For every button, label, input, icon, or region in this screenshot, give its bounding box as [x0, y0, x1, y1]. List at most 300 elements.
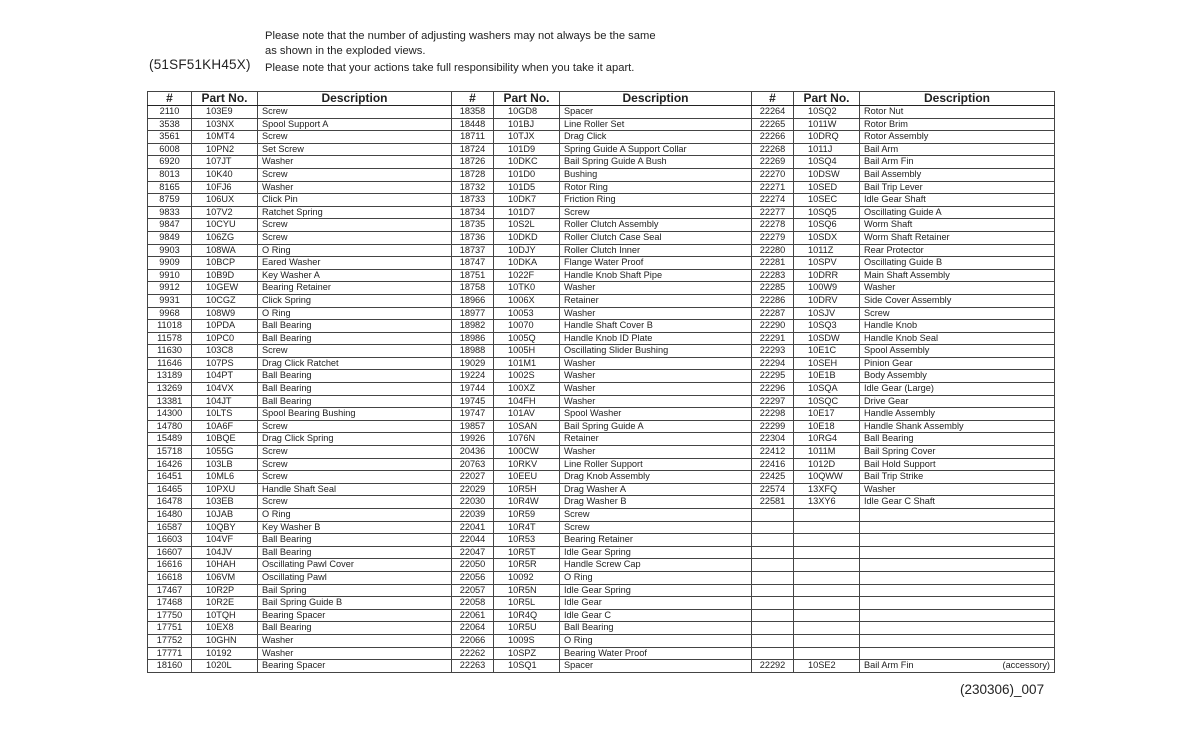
description-cell-2: Friction Ring — [560, 194, 752, 207]
number-cell-3: 22581 — [752, 496, 794, 509]
part-no-cell-3: 10SQ6 — [794, 219, 860, 232]
description-cell-1: Ball Bearing — [258, 534, 452, 547]
description-cell-2: Oscillating Slider Bushing — [560, 345, 752, 358]
description-cell-1: O Ring — [258, 307, 452, 320]
part-no-cell-1: 108WA — [192, 244, 258, 257]
number-cell-2: 22047 — [452, 546, 494, 559]
number-cell-1: 9912 — [148, 282, 192, 295]
description-cell-2: Handle Shaft Cover B — [560, 320, 752, 333]
description-cell-2: Screw — [560, 206, 752, 219]
table-row — [148, 143, 1055, 156]
part-no-cell-2: 10070 — [494, 320, 560, 333]
table-row — [148, 571, 1055, 584]
number-cell-2: 22029 — [452, 483, 494, 496]
part-no-cell-2: 101D0 — [494, 168, 560, 181]
description-cell-3: Main Shaft Assembly — [860, 269, 1055, 282]
number-cell-3: 22304 — [752, 433, 794, 446]
description-cell-3 — [860, 597, 1055, 610]
description-cell-text: Bail Arm Fin — [864, 660, 914, 671]
part-no-cell-1: 10PC0 — [192, 332, 258, 345]
number-cell-1: 2110 — [148, 106, 192, 119]
description-cell-1: Screw — [258, 231, 452, 244]
description-cell-3: Oscillating Guide A — [860, 206, 1055, 219]
part-no-cell-2: 1009S — [494, 634, 560, 647]
number-cell-3 — [752, 534, 794, 547]
table-row — [148, 383, 1055, 396]
description-cell-3: Idle Gear (Large) — [860, 383, 1055, 396]
part-no-cell-1: 106UX — [192, 194, 258, 207]
number-cell-1: 9910 — [148, 269, 192, 282]
number-cell-3: 22285 — [752, 282, 794, 295]
number-cell-1: 16478 — [148, 496, 192, 509]
part-no-cell-3 — [794, 622, 860, 635]
number-cell-2: 19747 — [452, 408, 494, 421]
part-no-cell-1: 10BCP — [192, 257, 258, 270]
table-row — [148, 420, 1055, 433]
parts-table-body — [148, 106, 1055, 673]
part-no-cell-2: 1076N — [494, 433, 560, 446]
description-cell-3 — [860, 634, 1055, 647]
part-no-cell-3 — [794, 534, 860, 547]
table-header-row — [148, 92, 1055, 106]
number-cell-2: 22263 — [452, 660, 494, 673]
description-cell-3: Pinion Gear — [860, 357, 1055, 370]
description-cell-3: Bail Hold Support — [860, 458, 1055, 471]
number-cell-2: 19744 — [452, 383, 494, 396]
description-cell-3: Idle Gear Shaft — [860, 194, 1055, 207]
description-cell-1: O Ring — [258, 509, 452, 522]
description-cell-2: Idle Gear — [560, 597, 752, 610]
description-cell-3: Handle Knob — [860, 320, 1055, 333]
part-no-cell-2: 101AV — [494, 408, 560, 421]
description-cell-1: Screw — [258, 131, 452, 144]
description-cell-1: Key Washer B — [258, 521, 452, 534]
part-no-cell-1: 103EB — [192, 496, 258, 509]
description-cell-2: Washer — [560, 383, 752, 396]
description-cell-3: Body Assembly — [860, 370, 1055, 383]
number-cell-1: 17467 — [148, 584, 192, 597]
part-no-cell-2: 1005H — [494, 345, 560, 358]
number-cell-3: 22292 — [752, 660, 794, 673]
description-cell-1: Screw — [258, 219, 452, 232]
description-cell-3 — [860, 559, 1055, 572]
description-cell-2: Idle Gear Spring — [560, 584, 752, 597]
table-row — [148, 194, 1055, 207]
description-cell-2: Washer — [560, 282, 752, 295]
part-no-cell-3: 10SQ2 — [794, 106, 860, 119]
parts-list-table — [147, 91, 1055, 673]
part-no-cell-1: 103LB — [192, 458, 258, 471]
table-row — [148, 634, 1055, 647]
description-cell-3: Washer — [860, 282, 1055, 295]
description-cell-3: Bail Arm Fin — [860, 156, 1055, 169]
description-cell-2: O Ring — [560, 634, 752, 647]
description-cell-1: Eared Washer — [258, 257, 452, 270]
table-row — [148, 345, 1055, 358]
description-cell-2: Retainer — [560, 433, 752, 446]
table-row — [148, 118, 1055, 131]
part-no-cell-2: 10R4W — [494, 496, 560, 509]
table-row — [148, 446, 1055, 459]
part-no-cell-3: 10SPV — [794, 257, 860, 270]
number-cell-1: 14300 — [148, 408, 192, 421]
number-cell-3: 22286 — [752, 294, 794, 307]
part-no-cell-3: 13XY6 — [794, 496, 860, 509]
description-cell-2: Drag Knob Assembly — [560, 471, 752, 484]
number-cell-3: 22270 — [752, 168, 794, 181]
number-cell-3 — [752, 559, 794, 572]
part-no-cell-2: 10DJY — [494, 244, 560, 257]
number-cell-2: 22061 — [452, 609, 494, 622]
description-cell-3: Washer — [860, 483, 1055, 496]
number-cell-1: 9847 — [148, 219, 192, 232]
part-no-cell-2: 10R4T — [494, 521, 560, 534]
number-cell-3: 22294 — [752, 357, 794, 370]
number-cell-1: 18160 — [148, 660, 192, 673]
part-no-cell-2: 104FH — [494, 395, 560, 408]
number-cell-2: 19926 — [452, 433, 494, 446]
part-no-cell-3: 10SQ3 — [794, 320, 860, 333]
number-cell-3: 22574 — [752, 483, 794, 496]
number-cell-2: 18733 — [452, 194, 494, 207]
description-cell-1: Click Spring — [258, 294, 452, 307]
description-cell-1: Washer — [258, 156, 452, 169]
part-no-cell-1: 10MT4 — [192, 131, 258, 144]
number-cell-1: 9968 — [148, 307, 192, 320]
part-no-cell-2: 10DKD — [494, 231, 560, 244]
header-description-1: Description — [258, 92, 452, 106]
part-no-cell-2: 101D9 — [494, 143, 560, 156]
description-cell-1: Screw — [258, 446, 452, 459]
description-cell-3: Idle Gear C Shaft — [860, 496, 1055, 509]
part-no-cell-1: 10R2P — [192, 584, 258, 597]
number-cell-3: 22425 — [752, 471, 794, 484]
description-cell-1: Drag Click Ratchet — [258, 357, 452, 370]
part-no-cell-3: 10DSW — [794, 168, 860, 181]
description-cell-1: Ball Bearing — [258, 622, 452, 635]
part-no-cell-1: 10CGZ — [192, 294, 258, 307]
description-cell-1: Ratchet Spring — [258, 206, 452, 219]
number-cell-1: 9903 — [148, 244, 192, 257]
number-cell-2: 18726 — [452, 156, 494, 169]
number-cell-2: 22044 — [452, 534, 494, 547]
part-no-cell-2: 10S2L — [494, 219, 560, 232]
number-cell-1: 6920 — [148, 156, 192, 169]
part-no-cell-3: 10QWW — [794, 471, 860, 484]
description-cell-1: Ball Bearing — [258, 332, 452, 345]
description-cell-2: Washer — [560, 395, 752, 408]
table-row — [148, 660, 1055, 673]
number-cell-2: 22064 — [452, 622, 494, 635]
description-cell-2: Roller Clutch Inner — [560, 244, 752, 257]
part-no-cell-2: 1022F — [494, 269, 560, 282]
description-cell-3 — [860, 534, 1055, 547]
part-no-cell-1: 10A6F — [192, 420, 258, 433]
part-no-cell-2: 10RKV — [494, 458, 560, 471]
part-no-cell-3 — [794, 571, 860, 584]
part-no-cell-2: 10GD8 — [494, 106, 560, 119]
description-cell-1: Screw — [258, 345, 452, 358]
part-no-cell-2: 10R53 — [494, 534, 560, 547]
part-no-cell-1: 10FJ6 — [192, 181, 258, 194]
number-cell-3: 22296 — [752, 383, 794, 396]
number-cell-2: 18737 — [452, 244, 494, 257]
part-no-cell-2: 10R5N — [494, 584, 560, 597]
number-cell-1: 9833 — [148, 206, 192, 219]
part-no-cell-1: 10TQH — [192, 609, 258, 622]
part-no-cell-3: 10SE2 — [794, 660, 860, 673]
part-no-cell-1: 106ZG — [192, 231, 258, 244]
number-cell-3 — [752, 584, 794, 597]
number-cell-1: 16618 — [148, 571, 192, 584]
number-cell-3 — [752, 634, 794, 647]
part-no-cell-3: 1011W — [794, 118, 860, 131]
part-no-cell-3: 10SQC — [794, 395, 860, 408]
header-part-no-2: Part No. — [494, 92, 560, 106]
number-cell-1: 11018 — [148, 320, 192, 333]
part-no-cell-3: 10SED — [794, 181, 860, 194]
number-cell-3: 22283 — [752, 269, 794, 282]
number-cell-1: 3561 — [148, 131, 192, 144]
number-cell-1: 13189 — [148, 370, 192, 383]
description-cell-2: Spring Guide A Support Collar — [560, 143, 752, 156]
part-no-cell-2: 101M1 — [494, 357, 560, 370]
description-cell-1: Bearing Spacer — [258, 609, 452, 622]
number-cell-2: 18982 — [452, 320, 494, 333]
note-line-1: Please note that the number of adjusting washers may not always be the same — [265, 30, 656, 42]
part-no-cell-1: 104JT — [192, 395, 258, 408]
number-cell-1: 17468 — [148, 597, 192, 610]
number-cell-1: 16607 — [148, 546, 192, 559]
number-cell-1: 17752 — [148, 634, 192, 647]
number-cell-1: 16451 — [148, 471, 192, 484]
number-cell-3: 22416 — [752, 458, 794, 471]
number-cell-2: 22058 — [452, 597, 494, 610]
number-cell-3: 22298 — [752, 408, 794, 421]
part-no-cell-1: 10B9D — [192, 269, 258, 282]
part-no-cell-1: 104VF — [192, 534, 258, 547]
number-cell-1: 9849 — [148, 231, 192, 244]
description-cell-1: Spool Support A — [258, 118, 452, 131]
number-cell-1: 11578 — [148, 332, 192, 345]
description-cell-1: Key Washer A — [258, 269, 452, 282]
table-row — [148, 483, 1055, 496]
header-part-no-3: Part No. — [794, 92, 860, 106]
table-row — [148, 244, 1055, 257]
description-cell-3: Bail Trip Lever — [860, 181, 1055, 194]
part-no-cell-1: 104PT — [192, 370, 258, 383]
description-cell-2: Handle Screw Cap — [560, 559, 752, 572]
description-cell-3 — [860, 647, 1055, 660]
header-number-1: # — [148, 92, 192, 106]
number-cell-1: 17751 — [148, 622, 192, 635]
number-cell-1: 16465 — [148, 483, 192, 496]
description-cell-1: Oscillating Pawl Cover — [258, 559, 452, 572]
part-no-cell-1: 10ML6 — [192, 471, 258, 484]
description-cell-2: Washer — [560, 446, 752, 459]
description-cell-2: Idle Gear Spring — [560, 546, 752, 559]
part-no-cell-1: 10QBY — [192, 521, 258, 534]
number-cell-2: 22057 — [452, 584, 494, 597]
table-row — [148, 647, 1055, 660]
table-row — [148, 370, 1055, 383]
table-row — [148, 106, 1055, 119]
number-cell-3: 22268 — [752, 143, 794, 156]
number-cell-3: 22281 — [752, 257, 794, 270]
description-cell-3 — [860, 546, 1055, 559]
number-cell-2: 18988 — [452, 345, 494, 358]
table-row — [148, 609, 1055, 622]
description-cell-2: Washer — [560, 357, 752, 370]
description-cell-1: Drag Click Spring — [258, 433, 452, 446]
part-no-cell-2: 10EEU — [494, 471, 560, 484]
number-cell-2: 18732 — [452, 181, 494, 194]
description-cell-2: Retainer — [560, 294, 752, 307]
number-cell-2: 18986 — [452, 332, 494, 345]
table-row — [148, 269, 1055, 282]
description-cell-3: Oscillating Guide B — [860, 257, 1055, 270]
part-no-cell-3: 100W9 — [794, 282, 860, 295]
number-cell-2: 18747 — [452, 257, 494, 270]
description-cell-3: Drive Gear — [860, 395, 1055, 408]
part-no-cell-3: 10E17 — [794, 408, 860, 421]
number-cell-1: 13269 — [148, 383, 192, 396]
number-cell-3: 22279 — [752, 231, 794, 244]
description-cell-2: Idle Gear C — [560, 609, 752, 622]
number-cell-3: 22269 — [752, 156, 794, 169]
header-number-2: # — [452, 92, 494, 106]
number-cell-2: 19029 — [452, 357, 494, 370]
part-no-cell-1: 10LTS — [192, 408, 258, 421]
number-cell-3: 22271 — [752, 181, 794, 194]
description-cell-1: Click Pin — [258, 194, 452, 207]
number-cell-3: 22274 — [752, 194, 794, 207]
part-no-cell-3: 10E1C — [794, 345, 860, 358]
number-cell-2: 18711 — [452, 131, 494, 144]
table-row — [148, 471, 1055, 484]
number-cell-1: 14780 — [148, 420, 192, 433]
number-cell-2: 18736 — [452, 231, 494, 244]
part-no-cell-2: 10DK7 — [494, 194, 560, 207]
number-cell-2: 18728 — [452, 168, 494, 181]
number-cell-1: 16426 — [148, 458, 192, 471]
header-description-2: Description — [560, 92, 752, 106]
number-cell-1: 3538 — [148, 118, 192, 131]
part-no-cell-2: 1002S — [494, 370, 560, 383]
part-no-cell-2: 100XZ — [494, 383, 560, 396]
part-no-cell-3: 10E1B — [794, 370, 860, 383]
part-no-cell-1: 10JAB — [192, 509, 258, 522]
number-cell-2: 22030 — [452, 496, 494, 509]
part-no-cell-3: 1011J — [794, 143, 860, 156]
table-row — [148, 546, 1055, 559]
header-part-no-1: Part No. — [192, 92, 258, 106]
number-cell-2: 18735 — [452, 219, 494, 232]
part-no-cell-1: 10EX8 — [192, 622, 258, 635]
number-cell-1: 16480 — [148, 509, 192, 522]
number-cell-2: 19745 — [452, 395, 494, 408]
part-no-cell-3: 1012D — [794, 458, 860, 471]
description-cell-3: Bail Assembly — [860, 168, 1055, 181]
part-no-cell-1: 10K40 — [192, 168, 258, 181]
number-cell-2: 18751 — [452, 269, 494, 282]
part-no-cell-3 — [794, 559, 860, 572]
part-no-cell-2: 10TK0 — [494, 282, 560, 295]
description-cell-2: Drag Washer B — [560, 496, 752, 509]
description-cell-3: Rotor Assembly — [860, 131, 1055, 144]
number-cell-3: 22293 — [752, 345, 794, 358]
number-cell-1: 17771 — [148, 647, 192, 660]
description-cell-2: Screw — [560, 509, 752, 522]
description-cell-2: Washer — [560, 307, 752, 320]
part-no-cell-1: 10BQE — [192, 433, 258, 446]
description-cell-1: Screw — [258, 106, 452, 119]
description-cell-2: Screw — [560, 521, 752, 534]
part-no-cell-2: 101D5 — [494, 181, 560, 194]
number-cell-3: 22290 — [752, 320, 794, 333]
description-cell-1: Washer — [258, 634, 452, 647]
number-cell-2: 18724 — [452, 143, 494, 156]
table-row — [148, 559, 1055, 572]
part-no-cell-1: 10192 — [192, 647, 258, 660]
note-line-2: as shown in the exploded views. — [265, 44, 426, 57]
notes-block — [265, 29, 656, 76]
part-no-cell-1: 103E9 — [192, 106, 258, 119]
number-cell-2: 22027 — [452, 471, 494, 484]
table-row — [148, 294, 1055, 307]
number-cell-2: 18966 — [452, 294, 494, 307]
number-cell-2: 22039 — [452, 509, 494, 522]
part-no-cell-2: 1005Q — [494, 332, 560, 345]
number-cell-3 — [752, 609, 794, 622]
number-cell-2: 20436 — [452, 446, 494, 459]
number-cell-3: 22287 — [752, 307, 794, 320]
number-cell-3 — [752, 597, 794, 610]
description-cell-1: Set Screw — [258, 143, 452, 156]
table-row — [148, 509, 1055, 522]
table-row — [148, 496, 1055, 509]
number-cell-2: 22066 — [452, 634, 494, 647]
table-row — [148, 320, 1055, 333]
table-row — [148, 458, 1055, 471]
table-row — [148, 521, 1055, 534]
number-cell-1: 9931 — [148, 294, 192, 307]
number-cell-1: 15718 — [148, 446, 192, 459]
description-cell-2: Rotor Ring — [560, 181, 752, 194]
part-no-cell-3: 10SEH — [794, 357, 860, 370]
number-cell-3 — [752, 622, 794, 635]
description-cell-3: Screw — [860, 307, 1055, 320]
number-cell-2: 20763 — [452, 458, 494, 471]
part-no-cell-3: 10RG4 — [794, 433, 860, 446]
description-cell-1: Ball Bearing — [258, 546, 452, 559]
number-cell-1: 13381 — [148, 395, 192, 408]
part-no-cell-3: 10SDW — [794, 332, 860, 345]
part-no-cell-2: 10R5U — [494, 622, 560, 635]
description-cell-1: Screw — [258, 458, 452, 471]
table-row — [148, 181, 1055, 194]
table-row — [148, 584, 1055, 597]
part-no-cell-3 — [794, 521, 860, 534]
table-row — [148, 357, 1055, 370]
number-cell-3: 22266 — [752, 131, 794, 144]
part-no-cell-3: 10DRR — [794, 269, 860, 282]
number-cell-2: 18977 — [452, 307, 494, 320]
part-no-cell-1: 1020L — [192, 660, 258, 673]
description-cell-3: Rotor Brim — [860, 118, 1055, 131]
description-cell-3: Bail Arm — [860, 143, 1055, 156]
description-cell-2: Ball Bearing — [560, 622, 752, 635]
